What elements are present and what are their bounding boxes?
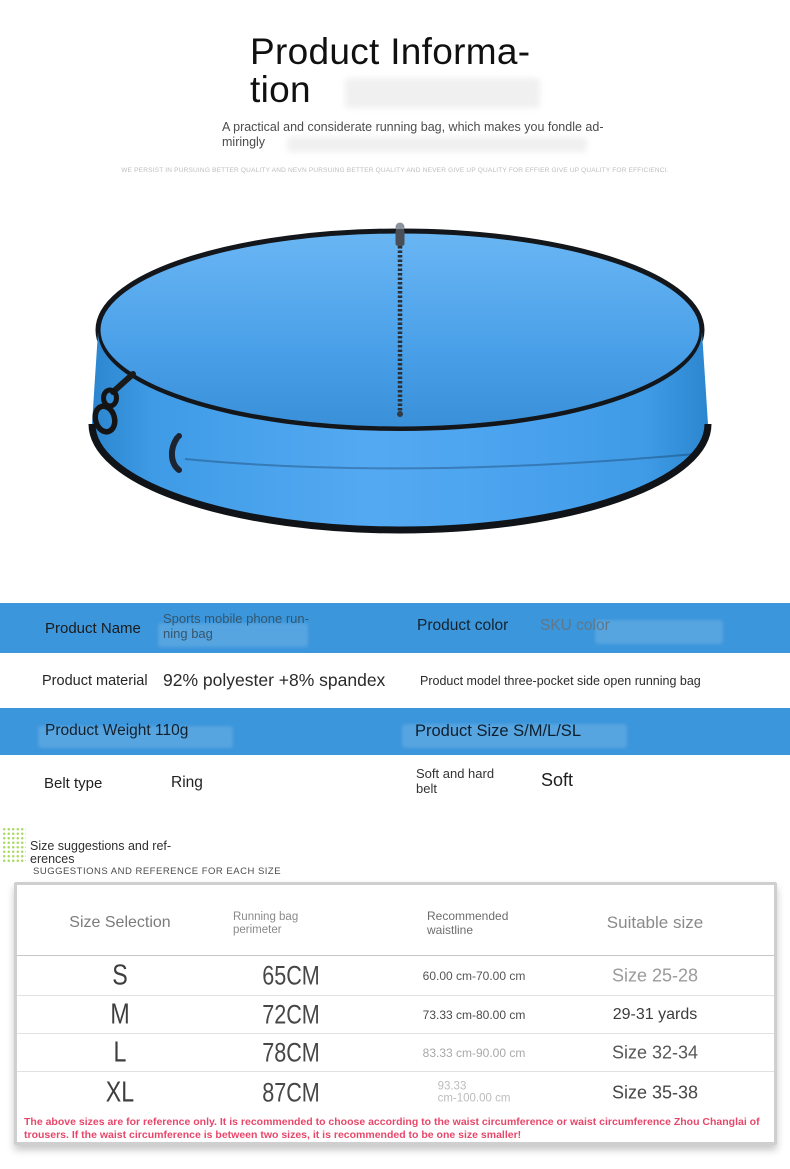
- product-size-text: Product Size S/M/L/SL: [415, 722, 581, 740]
- product-material-label: Product material: [42, 673, 148, 689]
- product-photo-running-belt: [55, 212, 745, 545]
- waistline-value: 93.33 cm-100.00 cm: [437, 1080, 511, 1105]
- belt-type-label: Belt type: [44, 775, 103, 792]
- page-title-line2: tion: [250, 69, 311, 110]
- waistline-value: 83.33 cm-90.00 cm: [422, 1045, 526, 1060]
- table-row-size-s: [17, 956, 774, 995]
- suitable-value: Size 35-38: [611, 1082, 699, 1102]
- suitable-value: Size 32-34: [611, 1042, 699, 1062]
- page-subtitle-line1: A practical and considerate running bag, which makes you fondle ad-: [222, 120, 604, 134]
- perimeter-value: 78CM: [262, 1037, 320, 1067]
- header-suitable-size: Suitable size: [606, 913, 704, 932]
- belt-type-value: Ring: [171, 774, 203, 791]
- waistline-value: 60.00 cm-70.00 cm: [422, 968, 526, 983]
- perimeter-value: 65CM: [262, 960, 320, 990]
- header-size-selection: Size Selection: [69, 914, 171, 931]
- product-weight-text: Product Weight 110g: [45, 722, 189, 739]
- product-name-value: Sports mobile phone run- ning bag: [163, 611, 309, 641]
- size-disclaimer-note: The above sizes are for reference only. It is recommended to choose according to the waist circumference or waist circumference Zhou Changlai of trousers. If the waist circumference is between two sizes, it is recommended to be one size smaller!: [24, 1116, 760, 1141]
- info-row-weight-size: [0, 708, 790, 755]
- product-model-text: Product model three-pocket side open running bag: [420, 674, 701, 688]
- waistline-value: 73.33 cm-80.00 cm: [422, 1007, 526, 1022]
- page-title-line1: Product Informa-: [250, 31, 531, 72]
- size-reference-table: [14, 882, 777, 1145]
- quality-tagline: WE PERSIST IN PURSUING BETTER QUALITY AND NEVN PURSUING BETTER QUALITY AND NEVER GIVE UP QUALITY FOR EFFIER GIVE UP QUALITY FOR EFFICIENCI.: [121, 167, 669, 174]
- product-material-value: 92% polyester +8% spandex: [163, 670, 386, 690]
- size-value: L: [113, 1036, 127, 1068]
- size-section-subheading: SUGGESTIONS AND REFERENCE FOR EACH SIZE: [33, 866, 282, 877]
- header-perimeter: Running bag perimeter: [233, 911, 299, 936]
- soft-hard-belt-label: Soft and hard belt: [416, 766, 495, 796]
- size-value: XL: [105, 1076, 135, 1108]
- table-row-size-l: [17, 1033, 774, 1071]
- page-subtitle-line2: miringly: [222, 134, 266, 149]
- size-value: S: [112, 959, 128, 991]
- size-table-header: [17, 885, 774, 956]
- zipper-stop: [397, 411, 403, 417]
- product-color-value: SKU color: [540, 617, 610, 634]
- page-title: [250, 33, 530, 109]
- perimeter-value: 87CM: [262, 1077, 320, 1107]
- suitable-value: Size 25-28: [611, 965, 699, 985]
- product-color-label: Product color: [417, 617, 509, 634]
- table-row-size-m: [17, 995, 774, 1033]
- zipper-slider-icon: [396, 229, 405, 246]
- info-row-name-color: [0, 603, 790, 653]
- header-waistline: Recommended waistline: [427, 909, 509, 937]
- product-name-label: Product Name: [45, 620, 141, 637]
- table-row-size-xl: [17, 1071, 774, 1113]
- info-row-belt-type: [0, 755, 790, 815]
- translation-patch: [595, 620, 723, 644]
- size-section-heading: Size suggestions and ref- erences: [30, 839, 172, 866]
- green-dots-decoration-icon: [2, 827, 26, 863]
- page-subtitle: [222, 120, 603, 149]
- size-value: M: [110, 998, 130, 1030]
- suitable-value: 29-31 yards: [612, 1005, 698, 1023]
- perimeter-value: 72CM: [262, 999, 320, 1029]
- soft-hard-belt-value: Soft: [541, 770, 574, 790]
- info-row-material-model: [0, 653, 790, 708]
